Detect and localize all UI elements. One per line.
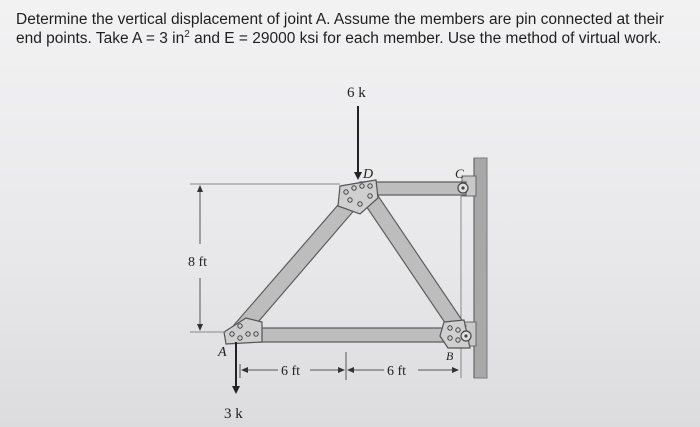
gusset-plate-a	[224, 318, 262, 344]
dim-span-right-label: 6 ft	[387, 364, 407, 379]
member-ad	[234, 190, 363, 336]
pin-c-center	[461, 186, 464, 189]
joint-label-c: C	[455, 166, 464, 181]
dim-height-label: 8 ft	[188, 255, 208, 270]
pin-b-center	[464, 334, 467, 337]
joint-label-b: B	[446, 349, 454, 363]
load-label-d: 6 k	[347, 85, 366, 101]
problem-text-part2: and E = 29000 ksi for each member. Use the method of virtual work.	[189, 30, 662, 47]
member-ab	[240, 328, 460, 342]
problem-text-part1: Determine the vertical displacement of joint A. Assume the members are pin connected at their end points. Take A = 3 in	[16, 11, 664, 47]
joint-label-d: D	[363, 167, 374, 182]
dim-span-left-label: 6 ft	[281, 364, 301, 379]
load-label-a: 3 k	[224, 406, 243, 422]
member-db	[362, 190, 466, 336]
joint-label-a: A	[218, 345, 227, 360]
square-exponent: 2	[184, 28, 190, 40]
